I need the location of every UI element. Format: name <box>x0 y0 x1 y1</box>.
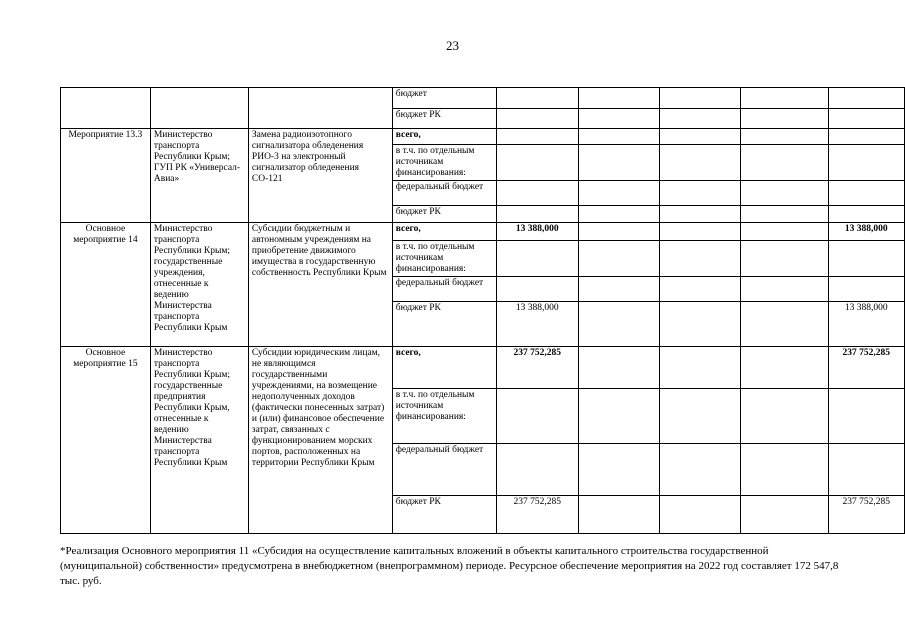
source-budget-rk: бюджет РК <box>392 206 496 223</box>
value-cell <box>828 181 904 206</box>
value-cell <box>578 277 659 302</box>
source-total: всего, <box>392 129 496 145</box>
value-cell <box>578 145 659 181</box>
value-rk-col5: 237 752,285 <box>828 496 904 534</box>
table-row <box>61 223 905 241</box>
value-cell <box>740 109 828 129</box>
org-cell <box>150 88 248 129</box>
source-budget-rk: бюджет РК <box>392 109 496 129</box>
value-cell <box>828 206 904 223</box>
source-incl: в т.ч. по отдельным источникам финансирования: <box>392 145 496 181</box>
value-cell <box>740 389 828 444</box>
value-cell <box>659 241 740 277</box>
value-cell <box>659 347 740 389</box>
event-13-3-desc: Замена радиоизотопного сигнализатора обледенения РИО-3 на электронный сигнализатор обледенения СО-121 <box>248 129 392 223</box>
value-cell <box>659 496 740 534</box>
value-cell <box>828 277 904 302</box>
value-cell <box>578 444 659 496</box>
value-cell <box>578 347 659 389</box>
value-cell <box>578 389 659 444</box>
event-15-desc: Субсидии юридическим лицам, не являющимся государственными учреждениями, на возмещение недополученных доходов (фактически понесенных затрат) и (или) финансовое обеспечение затрат, связанных с функционированием морских портов, расположенных на территории Республики Крым <box>248 347 392 534</box>
value-cell <box>496 206 578 223</box>
value-cell <box>828 389 904 444</box>
value-cell <box>659 444 740 496</box>
value-cell <box>740 302 828 347</box>
value-cell <box>828 109 904 129</box>
value-total-col1: 237 752,285 <box>496 347 578 389</box>
source-budget: бюджет <box>392 88 496 109</box>
value-cell <box>828 444 904 496</box>
value-cell <box>578 129 659 145</box>
event-cell <box>61 88 151 129</box>
source-budget-rk: бюджет РК <box>392 496 496 534</box>
value-cell <box>659 302 740 347</box>
source-federal: федеральный бюджет <box>392 181 496 206</box>
resource-table <box>60 87 905 534</box>
value-cell <box>740 277 828 302</box>
value-cell <box>578 302 659 347</box>
value-cell <box>740 129 828 145</box>
value-cell <box>496 109 578 129</box>
value-cell <box>828 88 904 109</box>
value-cell <box>659 88 740 109</box>
value-cell <box>740 88 828 109</box>
value-cell <box>659 129 740 145</box>
page-number: 23 <box>446 38 459 53</box>
event-14-label: Основное мероприятие 14 <box>61 223 151 347</box>
value-rk-col5: 13 388,000 <box>828 302 904 347</box>
value-cell <box>740 206 828 223</box>
value-cell <box>659 223 740 241</box>
value-cell <box>496 241 578 277</box>
source-federal: федеральный бюджет <box>392 277 496 302</box>
value-cell <box>659 145 740 181</box>
source-total: всего, <box>392 223 496 241</box>
value-total-col1: 13 388,000 <box>496 223 578 241</box>
source-incl: в т.ч. по отдельным источникам финансирования: <box>392 241 496 277</box>
value-cell <box>578 241 659 277</box>
source-federal: федеральный бюджет <box>392 444 496 496</box>
value-cell <box>740 444 828 496</box>
value-cell <box>496 129 578 145</box>
source-incl: в т.ч. по отдельным источникам финансирования: <box>392 389 496 444</box>
value-cell <box>828 145 904 181</box>
value-cell <box>828 241 904 277</box>
footnote: *Реализация Основного мероприятия 11 «Субсидия на осуществление капитальных вложений в объекты капитального строительства государственной (муниципальной) собственности» предусмотрена в внебюджетном (внепрограммном) периоде. Ресурсное обеспечение мероприятия на 2022 год составляет 172 547,8 тыс. руб. <box>60 545 839 587</box>
event-14-desc: Субсидии бюджетным и автономным учреждениям на приобретение движимого имущества в государственную собственность Республики Крым <box>248 223 392 347</box>
value-cell <box>578 181 659 206</box>
value-cell <box>659 206 740 223</box>
table-row <box>61 347 905 389</box>
event-14-org: Министерство транспорта Республики Крым; государственные учреждения, отнесенные к ведению Министерства транспорта Республики Крым <box>150 223 248 347</box>
value-rk-col1: 13 388,000 <box>496 302 578 347</box>
value-cell <box>496 88 578 109</box>
value-cell <box>578 109 659 129</box>
table-row <box>61 129 905 145</box>
source-budget-rk: бюджет РК <box>392 302 496 347</box>
event-13-3-org: Министерство транспорта Республики Крым; ГУП РК «Универсал-Авиа» <box>150 129 248 223</box>
value-cell <box>496 389 578 444</box>
value-cell <box>578 88 659 109</box>
value-total-col5: 237 752,285 <box>828 347 904 389</box>
value-cell <box>740 223 828 241</box>
value-cell <box>740 181 828 206</box>
value-cell <box>496 181 578 206</box>
table-row <box>61 88 905 109</box>
value-cell <box>740 145 828 181</box>
value-total-col5: 13 388,000 <box>828 223 904 241</box>
value-cell <box>659 389 740 444</box>
value-cell <box>828 129 904 145</box>
event-13-3-label: Мероприятие 13.3 <box>61 129 151 223</box>
value-cell <box>496 277 578 302</box>
value-cell <box>578 496 659 534</box>
source-total: всего, <box>392 347 496 389</box>
value-cell <box>659 181 740 206</box>
value-cell <box>496 145 578 181</box>
value-cell <box>496 444 578 496</box>
value-cell <box>740 496 828 534</box>
value-cell <box>578 223 659 241</box>
value-cell <box>659 277 740 302</box>
event-15-org: Министерство транспорта Республики Крым; государственные предприятия Республики Крым, отнесенные к ведению Министерства транспорта Республики Крым <box>150 347 248 534</box>
value-cell <box>740 241 828 277</box>
value-rk-col1: 237 752,285 <box>496 496 578 534</box>
value-cell <box>740 347 828 389</box>
value-cell <box>578 206 659 223</box>
value-cell <box>659 109 740 129</box>
event-15-label: Основное мероприятие 15 <box>61 347 151 534</box>
desc-cell <box>248 88 392 129</box>
